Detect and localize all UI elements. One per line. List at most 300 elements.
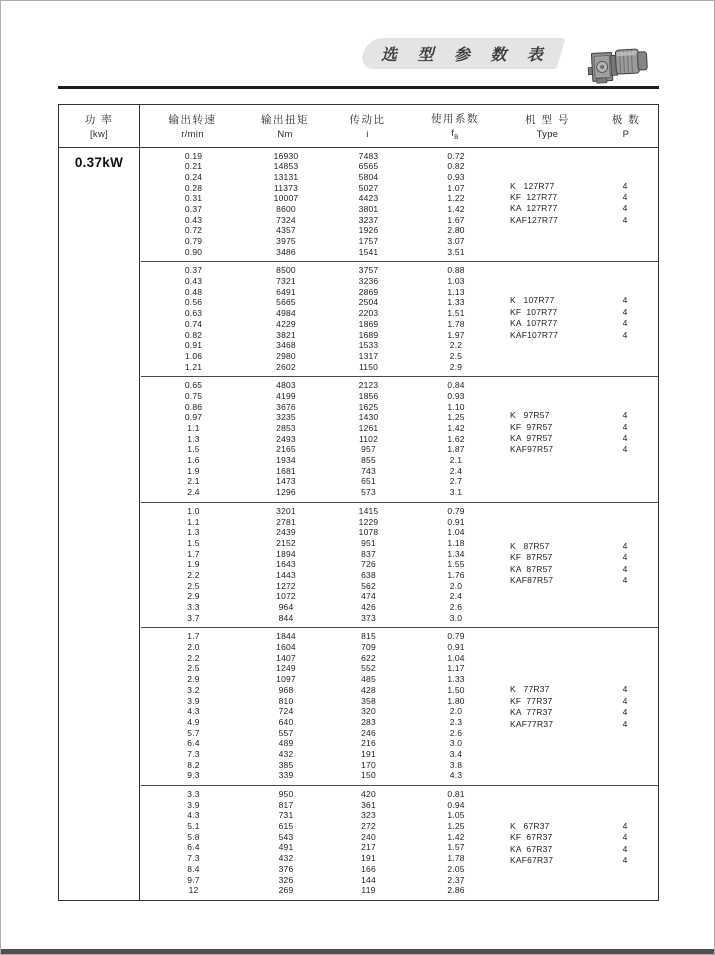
type-row xyxy=(501,318,658,329)
torque-value: 557 xyxy=(278,727,294,738)
speed-value: 2.5 xyxy=(187,663,200,674)
factor-value: 1.04 xyxy=(447,652,465,663)
factor-value: 1.05 xyxy=(447,810,465,821)
ratio-group-4 xyxy=(141,503,658,629)
table-row xyxy=(141,236,658,247)
factor-value: 2.5 xyxy=(449,350,463,361)
col-header-speed-en: r/min xyxy=(181,128,204,140)
speed-value: 1.06 xyxy=(184,350,203,361)
col-header-torque-en: Nm xyxy=(277,128,293,140)
type-row xyxy=(501,203,658,214)
factor-value: 1.34 xyxy=(447,548,465,559)
poles-value: 4 xyxy=(622,552,628,563)
factor-value: 1.33 xyxy=(447,297,465,308)
factor-value: 0.72 xyxy=(447,150,465,161)
ratio-value: 1757 xyxy=(358,236,379,246)
poles-value: 4 xyxy=(622,306,628,317)
type-block xyxy=(501,541,658,587)
poles-value: 4 xyxy=(622,832,628,843)
speed-value: 1.5 xyxy=(187,537,200,548)
col-header-power xyxy=(59,105,140,147)
model-value: KF 107R77 xyxy=(510,306,558,317)
speed-value: 4.3 xyxy=(187,810,200,821)
poles-value: 4 xyxy=(622,410,628,421)
table-row xyxy=(141,247,658,258)
speed-value: 2.9 xyxy=(187,591,200,602)
factor-value: 1.42 xyxy=(447,831,465,842)
torque-value: 4357 xyxy=(276,225,296,236)
col-header-power-zh: 功 率 xyxy=(84,113,114,126)
torque-value: 964 xyxy=(278,602,294,612)
table-row xyxy=(141,151,658,162)
table-row xyxy=(141,800,658,811)
ratio-value: 957 xyxy=(361,444,376,455)
speed-value: 0.37 xyxy=(184,203,203,214)
speed-value: 4.9 xyxy=(187,716,200,727)
speed-value: 0.24 xyxy=(184,171,203,182)
torque-value: 3821 xyxy=(276,329,296,340)
factor-value: 2.86 xyxy=(447,885,465,896)
model-value: KAF107R77 xyxy=(510,329,559,340)
type-row xyxy=(501,707,658,718)
table-row xyxy=(141,885,658,896)
torque-value: 1681 xyxy=(276,465,296,476)
gearmotor-photo-icon xyxy=(586,39,654,88)
model-value: KAF127R77 xyxy=(510,214,559,225)
factor-value: 1.55 xyxy=(447,559,465,570)
factor-value: 0.94 xyxy=(447,799,465,810)
torque-value: 11373 xyxy=(273,182,298,193)
factor-value: 1.78 xyxy=(447,318,465,329)
col-header-ratio xyxy=(325,105,410,147)
model-value: KAF97R57 xyxy=(510,444,554,455)
col-header-ratio-en: i xyxy=(366,128,369,140)
poles-value: 4 xyxy=(622,718,628,729)
power-value: 0.37kW xyxy=(74,154,124,170)
power-column xyxy=(59,148,140,900)
torque-value: 3235 xyxy=(276,412,296,423)
factor-value: 1.04 xyxy=(447,527,465,538)
speed-value: 0.48 xyxy=(184,286,203,297)
speed-value: 1.3 xyxy=(187,527,200,538)
factor-value: 1.10 xyxy=(447,401,465,412)
speed-value: 5.8 xyxy=(187,831,200,842)
model-value: KAF77R37 xyxy=(510,718,554,729)
type-block xyxy=(501,821,658,867)
selection-parameter-table xyxy=(58,104,659,901)
speed-value: 3.2 xyxy=(187,684,200,695)
speed-value: 6.4 xyxy=(187,738,200,749)
ratio-value: 2869 xyxy=(358,286,379,297)
torque-value: 2602 xyxy=(276,361,296,372)
ratio-value: 358 xyxy=(361,695,376,706)
model-value: KA 97R57 xyxy=(510,433,553,444)
speed-value: 2.5 xyxy=(187,580,200,591)
factor-value: 2.1 xyxy=(449,455,463,466)
ratio-value: 373 xyxy=(361,612,376,623)
torque-value: 385 xyxy=(278,759,294,770)
torque-value: 1473 xyxy=(276,476,296,487)
ratio-value: 1415 xyxy=(358,505,379,516)
factor-value: 3.0 xyxy=(449,738,463,749)
ratio-value: 246 xyxy=(361,727,376,738)
table-row xyxy=(141,591,658,602)
factor-value: 0.84 xyxy=(447,380,465,391)
poles-value: 4 xyxy=(622,318,628,329)
torque-value: 1097 xyxy=(276,674,296,685)
type-row xyxy=(501,719,658,730)
poles-value: 4 xyxy=(622,214,628,225)
factor-value: 2.2 xyxy=(449,340,463,351)
ratio-group-1 xyxy=(141,148,658,263)
type-row xyxy=(501,844,658,855)
table-row xyxy=(141,749,658,760)
col-header-service-factor xyxy=(410,105,500,147)
torque-value: 1249 xyxy=(276,663,296,674)
poles-value: 4 xyxy=(622,295,628,306)
torque-value: 326 xyxy=(278,874,294,885)
poles-value: 4 xyxy=(622,574,628,585)
table-row xyxy=(141,613,658,624)
factor-value: 1.17 xyxy=(447,663,465,674)
poles-value: 4 xyxy=(622,540,628,551)
col-header-factor-zh: 使用系数 xyxy=(431,112,479,125)
type-row xyxy=(501,832,658,843)
torque-value: 543 xyxy=(278,831,294,842)
speed-value: 8.2 xyxy=(187,759,200,770)
model-value: K 107R77 xyxy=(510,295,555,306)
model-value: KF 67R37 xyxy=(510,832,553,843)
ratio-value: 3801 xyxy=(358,203,379,214)
ratio-value: 170 xyxy=(361,759,376,770)
factor-value: 3.1 xyxy=(449,487,463,498)
ratio-value: 709 xyxy=(361,642,376,653)
ratio-value: 191 xyxy=(361,853,376,864)
speed-value: 0.74 xyxy=(184,318,203,329)
ratio-value: 1261 xyxy=(358,423,379,433)
ratio-value: 622 xyxy=(361,652,376,663)
ratio-value: 1856 xyxy=(358,390,379,401)
table-row xyxy=(141,770,658,781)
torque-value: 731 xyxy=(278,810,294,821)
factor-value: 0.88 xyxy=(447,265,465,276)
table-row xyxy=(141,380,658,391)
factor-value: 2.7 xyxy=(449,476,463,487)
table-row xyxy=(141,161,658,172)
factor-value: 2.4 xyxy=(449,465,463,476)
ratio-value: 1078 xyxy=(358,527,379,538)
type-row xyxy=(501,433,658,444)
factor-value: 0.79 xyxy=(447,631,465,642)
speed-value: 0.43 xyxy=(184,276,203,287)
table-row xyxy=(141,351,658,362)
ratio-value: 216 xyxy=(361,738,376,749)
model-value: KF 97R57 xyxy=(510,421,553,432)
page-bottom-edge xyxy=(1,949,714,954)
col-header-torque-zh: 输出扭矩 xyxy=(261,113,309,126)
model-value: KAF67R37 xyxy=(510,855,554,866)
header-divider-rule xyxy=(58,86,659,89)
factor-value: 2.6 xyxy=(449,602,463,612)
speed-value: 9.7 xyxy=(187,874,200,885)
ratio-value: 150 xyxy=(361,770,376,781)
col-header-speed xyxy=(140,105,245,147)
speed-value: 0.63 xyxy=(184,308,203,319)
table-row xyxy=(141,340,658,351)
torque-value: 16930 xyxy=(273,150,299,161)
table-row xyxy=(141,265,658,276)
torque-value: 3468 xyxy=(276,340,296,351)
factor-value: 2.37 xyxy=(447,874,465,885)
type-row xyxy=(501,215,658,226)
ratio-value: 485 xyxy=(361,674,376,685)
speed-value: 0.86 xyxy=(184,401,203,412)
factor-value: 1.03 xyxy=(447,276,465,287)
type-row xyxy=(501,307,658,318)
type-row xyxy=(501,444,658,455)
factor-value: 0.93 xyxy=(447,390,465,401)
factor-value: 1.67 xyxy=(447,214,465,225)
col-header-torque xyxy=(245,105,325,147)
torque-value: 10007 xyxy=(273,193,299,204)
ratio-value: 144 xyxy=(361,874,376,885)
type-row xyxy=(501,541,658,552)
torque-value: 7321 xyxy=(276,276,296,287)
speed-value: 0.19 xyxy=(184,150,203,161)
table-row xyxy=(141,225,658,236)
ratio-value: 420 xyxy=(361,789,376,799)
factor-value: 1.51 xyxy=(447,308,465,319)
ratio-value: 272 xyxy=(361,821,376,832)
speed-value: 0.56 xyxy=(184,297,203,308)
poles-value: 4 xyxy=(622,707,628,718)
col-header-factor-en: $f_B$ xyxy=(451,127,459,141)
torque-value: 4803 xyxy=(276,380,296,391)
ratio-value: 3237 xyxy=(358,214,379,225)
speed-value: 4.3 xyxy=(187,706,200,717)
factor-value: 2.0 xyxy=(449,580,463,591)
speed-value: 3.3 xyxy=(187,602,200,612)
speed-value: 2.1 xyxy=(187,476,200,487)
poles-value: 4 xyxy=(622,684,628,695)
ratio-value: 1869 xyxy=(358,318,379,329)
model-value: KF 87R57 xyxy=(510,552,553,563)
factor-value: 2.05 xyxy=(447,863,465,874)
factor-value: 3.8 xyxy=(449,759,463,770)
factor-value: 1.22 xyxy=(447,193,465,204)
col-header-poles xyxy=(595,105,657,147)
factor-value: 1.07 xyxy=(447,182,465,193)
factor-value: 1.78 xyxy=(447,853,465,864)
torque-value: 13131 xyxy=(273,171,299,182)
speed-value: 2.9 xyxy=(187,674,200,685)
speed-value: 0.43 xyxy=(184,214,203,225)
torque-value: 817 xyxy=(278,799,294,810)
type-row xyxy=(501,192,658,203)
ratio-value: 323 xyxy=(361,810,376,821)
factor-value: 1.18 xyxy=(447,537,465,548)
model-value: KF 127R77 xyxy=(510,191,558,202)
speed-value: 0.91 xyxy=(184,340,203,351)
torque-value: 2165 xyxy=(276,444,296,455)
ratio-value: 552 xyxy=(361,663,376,674)
torque-value: 489 xyxy=(278,738,294,749)
factor-value: 2.3 xyxy=(449,716,463,727)
speed-value: 0.72 xyxy=(184,225,203,236)
torque-value: 844 xyxy=(278,612,294,623)
speed-value: 1.1 xyxy=(187,516,200,527)
model-value: K 87R57 xyxy=(510,540,550,551)
model-value: K 67R37 xyxy=(510,821,550,831)
torque-value: 3201 xyxy=(276,505,296,516)
model-value: KA 127R77 xyxy=(510,203,558,214)
torque-value: 1844 xyxy=(276,631,296,642)
torque-value: 968 xyxy=(278,684,294,695)
torque-value: 1072 xyxy=(276,591,296,602)
speed-value: 5.1 xyxy=(187,821,200,832)
title-banner xyxy=(359,38,566,69)
ratio-value: 651 xyxy=(361,476,376,487)
ratio-value: 562 xyxy=(361,580,376,591)
speed-value: 8.4 xyxy=(187,863,200,874)
type-row xyxy=(501,575,658,586)
torque-value: 2493 xyxy=(276,433,296,444)
torque-value: 491 xyxy=(278,842,294,853)
model-value: K 77R37 xyxy=(510,684,550,695)
ratio-value: 1926 xyxy=(358,225,379,236)
table-row xyxy=(141,602,658,613)
ratio-value: 6565 xyxy=(358,161,379,172)
ratio-value: 638 xyxy=(361,569,376,580)
factor-value: 1.33 xyxy=(447,674,465,685)
ratio-group-2 xyxy=(141,262,658,377)
torque-value: 1407 xyxy=(276,652,296,663)
speed-value: 1.0 xyxy=(187,505,200,516)
col-header-speed-zh: 输出转速 xyxy=(168,113,217,126)
type-block xyxy=(501,684,658,730)
ratio-group-6 xyxy=(141,786,658,900)
factor-value: 1.25 xyxy=(447,412,465,423)
factor-value: 1.57 xyxy=(447,842,465,853)
speed-value: 1.7 xyxy=(187,548,200,559)
speed-value: 1.5 xyxy=(187,444,200,455)
factor-value: 1.87 xyxy=(447,444,465,455)
table-row xyxy=(141,362,658,373)
torque-value: 1894 xyxy=(276,548,296,559)
speed-value: 2.2 xyxy=(187,652,200,663)
torque-value: 376 xyxy=(278,863,294,874)
speed-value: 7.3 xyxy=(187,853,200,864)
ratio-value: 119 xyxy=(361,885,376,896)
speed-value: 1.21 xyxy=(184,361,203,372)
torque-value: 1604 xyxy=(276,642,296,653)
poles-value: 4 xyxy=(622,433,628,444)
poles-value: 4 xyxy=(622,329,628,340)
speed-value: 0.28 xyxy=(184,182,203,193)
speed-value: 1.6 xyxy=(187,455,200,466)
ratio-group-5 xyxy=(141,628,658,786)
ratio-value: 1541 xyxy=(358,246,379,257)
speed-value: 12 xyxy=(188,885,199,896)
speed-value: 2.0 xyxy=(187,642,200,653)
speed-value: 7.3 xyxy=(187,748,200,759)
poles-value: 4 xyxy=(622,843,628,854)
torque-value: 2152 xyxy=(276,537,296,548)
type-row xyxy=(501,295,658,306)
type-row xyxy=(501,330,658,341)
poles-value: 4 xyxy=(622,563,628,574)
torque-value: 3676 xyxy=(276,401,296,412)
table-body xyxy=(59,148,658,900)
speed-value: 0.65 xyxy=(184,380,203,391)
model-value: KA 87R57 xyxy=(510,563,553,574)
model-value: KA 107R77 xyxy=(510,318,558,329)
col-header-model-en: Type xyxy=(536,128,559,140)
speed-value: 1.9 xyxy=(187,465,200,476)
table-row xyxy=(141,506,658,517)
speed-value: 0.79 xyxy=(184,236,203,246)
poles-value: 4 xyxy=(622,203,628,214)
ratio-value: 951 xyxy=(361,537,376,548)
ratio-value: 191 xyxy=(361,748,376,759)
page-title: 选 型 参 数 表 xyxy=(381,47,551,64)
factor-value: 3.07 xyxy=(447,236,465,246)
speed-value: 5.7 xyxy=(187,727,200,738)
factor-value: 1.42 xyxy=(447,423,465,433)
speed-value: 1.3 xyxy=(187,433,200,444)
torque-value: 269 xyxy=(278,885,294,896)
factor-value: 2.0 xyxy=(449,706,463,717)
model-value: KF 77R37 xyxy=(510,695,553,706)
type-row xyxy=(501,552,658,563)
torque-value: 4199 xyxy=(276,390,296,401)
ratio-value: 3236 xyxy=(358,276,379,287)
factor-value: 1.76 xyxy=(447,569,465,580)
ratio-value: 726 xyxy=(361,559,376,570)
factor-value: 0.82 xyxy=(447,161,465,172)
table-body-groups xyxy=(141,148,658,900)
ratio-value: 1625 xyxy=(358,401,379,412)
factor-value: 0.93 xyxy=(447,171,465,182)
table-row xyxy=(141,517,658,528)
ratio-value: 474 xyxy=(361,591,376,602)
table-row xyxy=(141,760,658,771)
factor-value: 1.25 xyxy=(447,821,465,832)
speed-value: 9.3 xyxy=(187,770,200,781)
factor-value: 3.4 xyxy=(449,748,463,759)
torque-value: 2781 xyxy=(276,516,296,527)
ratio-value: 166 xyxy=(361,863,376,874)
ratio-value: 1533 xyxy=(358,340,379,351)
factor-value: 0.91 xyxy=(447,642,465,653)
torque-value: 432 xyxy=(278,853,294,864)
table-row xyxy=(141,276,658,287)
torque-value: 3975 xyxy=(276,236,296,246)
speed-value: 3.7 xyxy=(187,612,200,623)
table-header-row xyxy=(59,105,658,148)
poles-value: 4 xyxy=(622,821,628,831)
torque-value: 432 xyxy=(278,748,294,759)
poles-value: 4 xyxy=(622,421,628,432)
speed-value: 0.31 xyxy=(184,193,203,204)
col-header-model xyxy=(500,105,595,147)
factor-value: 1.13 xyxy=(447,286,465,297)
ratio-value: 283 xyxy=(361,716,376,727)
torque-value: 6491 xyxy=(276,286,296,297)
speed-value: 3.9 xyxy=(187,695,200,706)
ratio-value: 426 xyxy=(361,602,376,612)
ratio-value: 1317 xyxy=(358,350,379,361)
